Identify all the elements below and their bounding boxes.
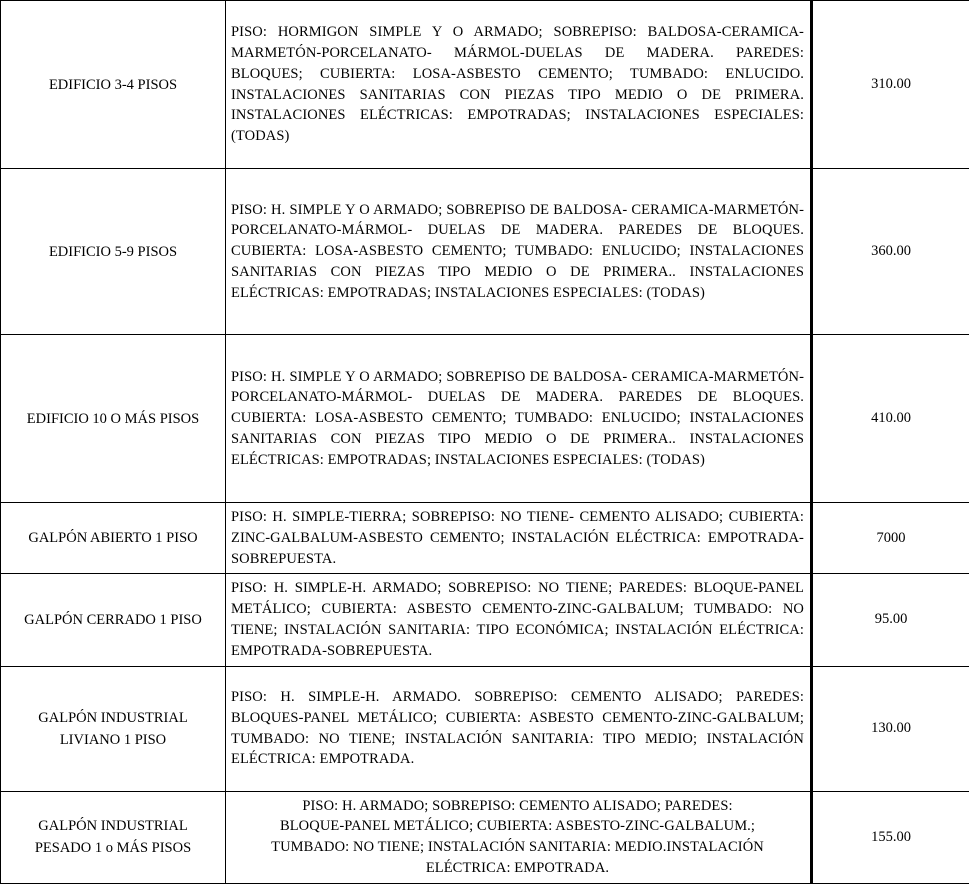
building-type-cell: EDIFICIO 10 O MÁS PISOS: [1, 335, 226, 503]
price-cell: 7000: [812, 503, 969, 574]
building-type-cell: [1, 791, 226, 883]
building-type-cell: [1, 666, 226, 791]
table-row: [1, 503, 969, 574]
table-row: [1, 791, 969, 883]
table-row: [1, 1, 969, 169]
specification-cell: PISO: H. SIMPLE-H. ARMADO; SOBREPISO: NO TIENE; PAREDES: BLOQUE-PANEL METÁLICO; CUBIERTA: ASBESTO CEMENTO-ZINC-GALBALUM; TUMBADO: NO TIENE; INSTALACIÓN SANITARIA: TIPO ECONÓMICA; INSTALACIÓN ELÉCTRICA: EMPOTRADA-SOBREPUESTA.: [226, 574, 812, 666]
specification-line: ELÉCTRICA: EMPOTRADA.: [231, 858, 804, 879]
table-row: [1, 574, 969, 666]
specification-line: TUMBADO: NO TIENE; INSTALACIÓN SANITARIA: MEDIO.INSTALACIÓN: [231, 837, 804, 858]
specification-cell: PISO: H. SIMPLE Y O ARMADO; SOBREPISO DE BALDOSA- CERAMICA-MARMETÓN-PORCELANATO-MÁRMOL- DUELAS DE MADERA. PAREDES DE BLOQUES. CUBIERTA: LOSA-ASBESTO CEMENTO; TUMBADO: ENLUCIDO; INSTALACIONES SANITARIAS CON PIEZAS TIPO MEDIO O DE PRIMERA.. INSTALACIONES ELÉCTRICAS: EMPOTRADAS; INSTALACIONES ESPECIALES: (TODAS): [226, 169, 812, 335]
price-cell: 410.00: [812, 335, 969, 503]
building-type-cell: GALPÓN CERRADO 1 PISO: [1, 574, 226, 666]
building-type-line: GALPÓN INDUSTRIAL: [7, 815, 219, 837]
specification-cell: PISO: HORMIGON SIMPLE Y O ARMADO; SOBREPISO: BALDOSA-CERAMICA-MARMETÓN-PORCELANATO- MÁRMOL-DUELAS DE MADERA. PAREDES: BLOQUES; CUBIERTA: LOSA-ASBESTO CEMENTO; TUMBADO: ENLUCIDO. INSTALACIONES SANITARIAS CON PIEZAS TIPO MEDIO O DE PRIMERA. INSTALACIONES ELÉCTRICAS: EMPOTRADAS; INSTALACIONES ESPECIALES: (TODAS): [226, 1, 812, 169]
table-row: [1, 666, 969, 791]
specification-cell: PISO: H. SIMPLE Y O ARMADO; SOBREPISO DE BALDOSA- CERAMICA-MARMETÓN-PORCELANATO-MÁRMOL- DUELAS DE MADERA. PAREDES DE BLOQUES. CUBIERTA: LOSA-ASBESTO CEMENTO; TUMBADO: ENLUCIDO; INSTALACIONES SANITARIAS CON PIEZAS TIPO MEDIO O DE PRIMERA.. INSTALACIONES ELÉCTRICAS: EMPOTRADAS; INSTALACIONES ESPECIALES: (TODAS): [226, 335, 812, 503]
building-type-line: PESADO 1 o MÁS PISOS: [7, 837, 219, 859]
specification-cell: PISO: H. SIMPLE-H. ARMADO. SOBREPISO: CEMENTO ALISADO; PAREDES: BLOQUES-PANEL METÁLICO; CUBIERTA: ASBESTO CEMENTO-ZINC-GALBALUM; TUMBADO: NO TIENE; INSTALACIÓN SANITARIA: TIPO MEDIO; INSTALACIÓN ELÉCTRICA: EMPOTRADA.: [226, 666, 812, 791]
specification-line: PISO: H. ARMADO; SOBREPISO: CEMENTO ALISADO; PAREDES:: [231, 796, 804, 817]
building-type-cell: GALPÓN ABIERTO 1 PISO: [1, 503, 226, 574]
price-cell: 130.00: [812, 666, 969, 791]
table-row: [1, 335, 969, 503]
price-cell: 95.00: [812, 574, 969, 666]
price-cell: 360.00: [812, 169, 969, 335]
specification-cell: [226, 791, 812, 883]
specification-cell: PISO: H. SIMPLE-TIERRA; SOBREPISO: NO TIENE- CEMENTO ALISADO; CUBIERTA: ZINC-GALBALUM-ASBESTO CEMENTO; INSTALACIÓN ELÉCTRICA: EMPOTRADA- SOBREPUESTA.: [226, 503, 812, 574]
building-type-line: GALPÓN INDUSTRIAL: [7, 707, 219, 729]
building-type-line: LIVIANO 1 PISO: [7, 729, 219, 751]
price-cell: 310.00: [812, 1, 969, 169]
table-row: [1, 169, 969, 335]
building-type-cell: EDIFICIO 5-9 PISOS: [1, 169, 226, 335]
price-cell: 155.00: [812, 791, 969, 883]
specification-line: BLOQUE-PANEL METÁLICO; CUBIERTA: ASBESTO-ZINC-GALBALUM.;: [231, 816, 804, 837]
building-type-cell: EDIFICIO 3-4 PISOS: [1, 1, 226, 169]
